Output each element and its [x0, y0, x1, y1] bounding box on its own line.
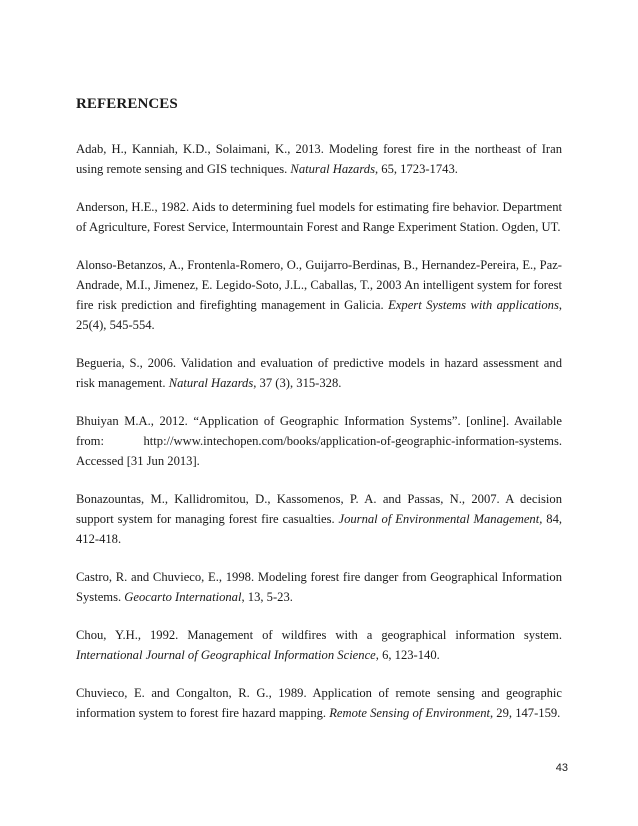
reference-details: , 6, 123-140. — [375, 648, 440, 662]
reference-details: , 65, 1723-1743. — [374, 162, 458, 176]
reference-entry — [76, 411, 562, 471]
reference-entry — [76, 197, 562, 237]
reference-entry — [76, 255, 562, 335]
reference-text: Bhuiyan M.A., 2012. “Application of Geographic Information Systems”. [online]. Available from: http://www.intechopen.com/books/application-of-geographic-information-systems. Accessed [31 Jun 2013]. — [76, 414, 562, 468]
reference-text: Anderson, H.E., 1982. Aids to determining fuel models for estimating fire behavior. Department of Agriculture, Forest Service, Intermountain Forest and Range Experiment Station. Ogden, UT. — [76, 200, 562, 234]
reference-entry — [76, 567, 562, 607]
reference-journal: International Journal of Geographical Information Science — [76, 648, 376, 662]
reference-details: 84, 412-418. — [76, 512, 563, 546]
reference-text: Castro, R. and Chuvieco, E., 1998. Modeling forest fire danger from Geographical Information Systems. — [76, 570, 562, 604]
reference-details: , 13, 5-23. — [241, 590, 293, 604]
page-number: 43 — [555, 762, 568, 774]
reference-details: , 37 (3), 315-328. — [253, 376, 342, 390]
reference-text: Adab, H., Kanniah, K.D., Solaimani, K., 2013. Modeling forest fire in the northeast of Iran using remote sensing and GIS techniques. — [76, 142, 562, 176]
references-heading: REFERENCES — [76, 96, 178, 112]
reference-entry — [76, 489, 562, 549]
reference-entry — [76, 139, 562, 179]
reference-text: Begueria, S., 2006. Validation and evaluation of predictive models in hazard assessment and risk management. — [76, 356, 562, 390]
reference-text: Chuvieco, E. and Congalton, R. G., 1989. Application of remote sensing and geographic information system to forest fire hazard mapping. — [76, 686, 562, 720]
reference-journal: Expert Systems with applications — [388, 298, 559, 312]
reference-journal: Natural Hazards — [168, 376, 254, 390]
reference-journal: Geocarto International — [124, 590, 242, 604]
reference-details: , 25(4), 545-554. — [76, 298, 562, 332]
reference-text: Chou, Y.H., 1992. Management of wildfires with a geographical information system. — [76, 628, 562, 642]
reference-text: Bonazountas, M., Kallidromitou, D., Kassomenos, P. A. and Passas, N., 2007. A decision support system for managing forest fire casualties. — [76, 492, 562, 526]
reference-journal: Natural Hazards — [290, 162, 375, 176]
reference-journal: Journal of Environmental Management, — [338, 512, 543, 526]
reference-details: , 29, 147-159. — [490, 706, 561, 720]
references-list — [76, 139, 562, 741]
reference-entry — [76, 353, 562, 393]
reference-text: Alonso-Betanzos, A., Frontenla-Romero, O., Guijarro-Berdinas, B., Hernandez-Pereira, E., Paz-Andrade, M.I., Jimenez, E. Legido-Soto, J.L., Caballas, T., 2003 An intelligent system for forest fire risk prediction and firefighting management in Galicia. — [76, 258, 562, 312]
reference-entry — [76, 625, 562, 665]
reference-journal: Remote Sensing of Environment — [329, 706, 490, 720]
reference-entry — [76, 683, 562, 723]
